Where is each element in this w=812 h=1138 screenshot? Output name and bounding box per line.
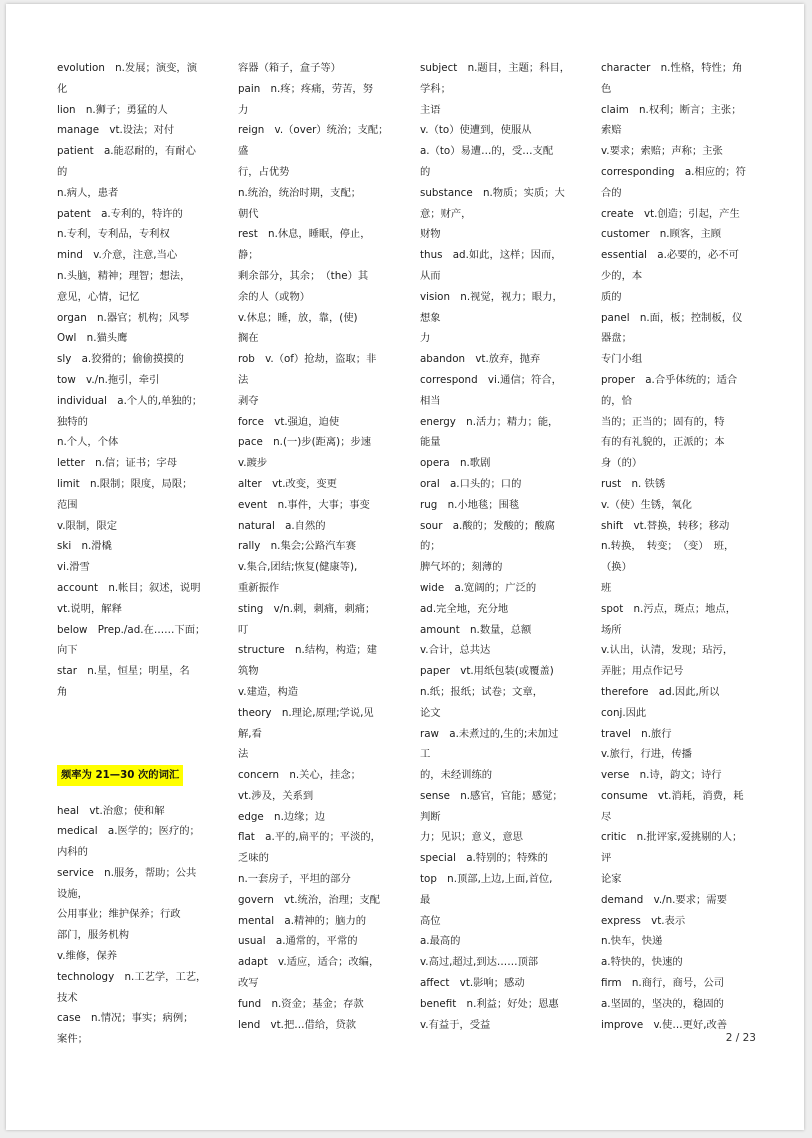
col1-top-entries xyxy=(57,58,225,703)
vocab-line: 技术 xyxy=(57,991,78,1004)
vocab-line: 法 xyxy=(238,748,249,761)
vocab-line: technology n.工艺学，工艺， xyxy=(57,970,207,983)
vocab-line: 意见，心情，记忆 xyxy=(57,290,140,303)
vocab-line: opera n.歌剧 xyxy=(420,457,491,470)
vocab-line: limit n.限制；限度，局限； xyxy=(57,477,193,490)
vocab-line: shift vt.替换，转移；移动 xyxy=(601,519,730,532)
column-4 xyxy=(601,58,769,1035)
vocab-line: 器盘； xyxy=(601,332,632,345)
vocab-line: a.（to）易遭…的，受…支配 xyxy=(420,145,554,158)
vocab-line: evolution n.发展；演变，演 xyxy=(57,62,198,74)
vocab-line: lend vt.把…借给，贷款 xyxy=(238,1018,357,1031)
vocab-line: v.认出，认清，发现；玷污， xyxy=(601,644,734,657)
vocab-line: essential a.必要的，必不可 xyxy=(601,249,739,262)
vocab-line: 内科的 xyxy=(57,846,88,859)
vocab-line: case n.情况；事实；病例； xyxy=(57,1012,194,1025)
vocab-line: v.（to）使遭到，使服从 xyxy=(420,124,532,137)
vocab-line: 能量 xyxy=(420,436,441,449)
vocab-line: 向下 xyxy=(57,644,78,657)
vocab-line: 解,看 xyxy=(238,727,262,740)
vocab-line: thus ad.如此，这样；因而， xyxy=(420,249,562,262)
vocab-line: therefore ad.因此,所以 xyxy=(601,685,720,698)
vocab-line: customer n.顾客，主顾 xyxy=(601,228,722,241)
vocab-line: oral a.口头的；口的 xyxy=(420,477,522,490)
vocab-line: 改写 xyxy=(238,977,259,990)
vocab-line: alter vt.改变，变更 xyxy=(238,477,337,490)
vocab-line: rob v.（of）抢劫，盗取；非 xyxy=(238,353,377,366)
vocab-line: paper vt.用纸包装(或覆盖) xyxy=(420,665,554,678)
vocab-line: raw a.未煮过的,生的;未加过 xyxy=(420,727,559,740)
vocab-line: firm n.商行，商号，公司 xyxy=(601,977,725,990)
vocab-line: 从而 xyxy=(420,269,441,282)
vocab-line: amount n.数量，总额 xyxy=(420,623,532,636)
vocab-line: mental a.精神的；脑力的 xyxy=(238,914,367,927)
vocab-line: 论家 xyxy=(601,873,622,886)
column-3 xyxy=(420,58,588,1035)
vocab-line: medical a.医学的；医疗的； xyxy=(57,825,200,838)
vocab-line: 部门，服务机构 xyxy=(57,929,130,942)
vocab-line: 学科； xyxy=(420,82,451,95)
vocab-line: wide a.宽阔的；广泛的 xyxy=(420,581,537,594)
vocab-line: 行，占优势 xyxy=(238,165,290,178)
vocab-line: service n.服务，帮助；公共 xyxy=(57,866,197,879)
vocab-line: 的，未经训练的 xyxy=(420,769,493,782)
vocab-line: 盛 xyxy=(238,145,249,158)
vocab-line: 场所 xyxy=(601,623,622,636)
page-number: 2 / 23 xyxy=(725,1032,756,1044)
vocab-line: 角 xyxy=(57,685,68,698)
vocab-line: tow v./n.拖引，牵引 xyxy=(57,373,160,386)
vocab-line: 色 xyxy=(601,82,612,95)
vocab-line: 弄脏；用点作记号 xyxy=(601,665,684,678)
vocab-line: 合的 xyxy=(601,186,622,199)
vocab-line: abandon vt.放弃，抛弃 xyxy=(420,353,541,366)
vocab-line: 尽 xyxy=(601,810,612,823)
vocab-line: 静； xyxy=(238,249,259,262)
vocab-line: 乏味的 xyxy=(238,852,269,865)
vocab-line: force vt.强迫，迫使 xyxy=(238,415,340,428)
col1-bottom-entries xyxy=(57,801,225,1051)
vocab-line: 索赔 xyxy=(601,124,622,137)
vocab-line: 质的 xyxy=(601,290,622,303)
vocab-line: affect vt.影响；感动 xyxy=(420,977,525,990)
vocab-line: patent a.专利的，特许的 xyxy=(57,207,183,220)
vocab-line: natural a.自然的 xyxy=(238,519,326,532)
vocab-line: 剩余部分，其余； （the）其 xyxy=(238,269,369,282)
vocab-line: 财物 xyxy=(420,228,441,241)
vocab-line: n.快车，快递 xyxy=(601,935,663,948)
vocab-line: concern n.关心，挂念； xyxy=(238,769,361,782)
vocab-line: sour a.酸的；发酸的；酸腐 xyxy=(420,519,555,532)
vocab-line: substance n.物质；实质；大 xyxy=(420,186,565,199)
vocab-line: consume vt.消耗，消费，耗 xyxy=(601,789,744,802)
vocab-line: vision n.视觉，视力；眼力， xyxy=(420,290,563,303)
vocab-line: 的； xyxy=(420,540,441,553)
vocab-line: sting v/n.刺，刺痛，刺痛； xyxy=(238,602,376,615)
vocab-line: v.合计，总共达 xyxy=(420,644,491,657)
vocab-line: panel n.面，板；控制板，仪 xyxy=(601,311,743,324)
vocab-line: 范围 xyxy=(57,498,78,511)
vocab-line: 身（的） xyxy=(601,457,643,470)
vocab-line: 重新振作 xyxy=(238,581,280,594)
vocab-line: rest n.休息，睡眠，停止， xyxy=(238,228,371,241)
vocab-line: v.踱步 xyxy=(238,457,268,470)
vocab-line: v.限制，限定 xyxy=(57,519,118,532)
vocab-line: 少的，本 xyxy=(601,269,643,282)
vocab-line: v.维修，保养 xyxy=(57,950,118,963)
vocab-line: 最 xyxy=(420,893,431,906)
vocab-line: （换） xyxy=(601,561,632,574)
vocab-line: 评 xyxy=(601,852,612,865)
vocab-line: proper a.合乎体统的；适合 xyxy=(601,373,738,386)
vocab-line: mind v.介意，注意,当心 xyxy=(57,249,178,262)
vocab-line: 搁在 xyxy=(238,332,259,345)
vocab-line: manage vt.设法；对付 xyxy=(57,124,175,137)
vocab-line: sly a.狡猾的；偷偷摸摸的 xyxy=(57,353,184,366)
vocab-line: pain n.疼；疼痛，劳苦，努 xyxy=(238,82,374,95)
vocab-line: 高位 xyxy=(420,914,441,927)
vocab-line: express vt.表示 xyxy=(601,914,686,927)
vocab-line: v.建造，构造 xyxy=(238,685,299,698)
vocab-line: 班 xyxy=(601,581,612,594)
vocab-line: corresponding a.相应的；符 xyxy=(601,165,746,178)
vocab-line: structure n.结构，构造；建 xyxy=(238,644,377,657)
vocab-line: 当的；正当的；固有的，特 xyxy=(601,415,725,428)
vocab-line: v.有益于，受益 xyxy=(420,1018,491,1031)
vocab-line: subject n.题目，主题；科目， xyxy=(420,62,571,74)
vocab-line: 力；见识；意义，意思 xyxy=(420,831,523,844)
vocab-line: rally n.集会;公路汽车赛 xyxy=(238,540,357,553)
vocab-line: vt.说明，解释 xyxy=(57,602,122,615)
vocab-line: theory n.理论,原理;学说,见 xyxy=(238,706,374,719)
vocab-line: n.纸；报纸；试卷；文章， xyxy=(420,685,544,698)
vocab-line: v.要求；索赔；声称；主张 xyxy=(601,145,723,158)
vocab-line: 的，恰 xyxy=(601,394,632,407)
vocab-line: v.集合,团结;恢复(健康等), xyxy=(238,561,358,574)
vocab-line: 意；财产， xyxy=(420,207,472,220)
vocab-line: n.病人，患者 xyxy=(57,186,119,199)
vocab-line: 法 xyxy=(238,373,249,386)
vocab-line: v.（使）生锈，氧化 xyxy=(601,498,692,511)
vocab-line: benefit n.利益；好处；恩惠 xyxy=(420,997,559,1010)
vocab-line: vt.涉及，关系到 xyxy=(238,789,314,802)
vocab-line: rust n. 铁锈 xyxy=(601,477,666,490)
vocab-line: adapt v.适应，适合；改编， xyxy=(238,956,380,969)
column-2 xyxy=(238,58,406,1035)
vocab-line: 独特的 xyxy=(57,415,88,428)
vocab-line: 余的人（或物） xyxy=(238,290,311,303)
vocab-line: character n.性格，特性；角 xyxy=(601,62,743,74)
vocab-line: lion n.狮子；勇猛的人 xyxy=(57,103,168,116)
vocab-line: claim n.权利；断言；主张； xyxy=(601,103,742,116)
vocab-line: top n.顶部,上边,上面,首位, xyxy=(420,873,553,886)
vocab-line: usual a.通常的，平常的 xyxy=(238,935,358,948)
vocab-line: v.休息；睡，放，靠，(使) xyxy=(238,311,358,324)
vocab-line: improve v.使…更好,改善 xyxy=(601,1018,728,1031)
vocab-line: below Prep./ad.在……下面； xyxy=(57,623,206,636)
vocab-line: vi.滑雪 xyxy=(57,561,90,574)
vocab-line: a.特快的，快速的 xyxy=(601,956,683,969)
vocab-line: 专门小组 xyxy=(601,353,643,366)
vocab-line: account n.帐目；叙述，说明 xyxy=(57,581,201,594)
vocab-line: 工 xyxy=(420,748,431,761)
vocab-line: govern vt.统治，治理；支配 xyxy=(238,893,380,906)
vocab-line: star n.星，恒星；明星，名 xyxy=(57,665,190,678)
vocab-line: individual a.个人的,单独的； xyxy=(57,394,203,407)
vocab-line: 有的有礼貌的，正派的；本 xyxy=(601,436,725,449)
vocab-line: n.头脑，精神；理智；想法， xyxy=(57,269,191,282)
vocab-line: fund n.资金；基金；存款 xyxy=(238,997,364,1010)
vocab-line: ad.完全地，充分地 xyxy=(420,602,509,615)
vocab-line: n.个人，个体 xyxy=(57,436,119,449)
vocab-line: create vt.创造；引起，产生 xyxy=(601,207,740,220)
vocab-line: 筑物 xyxy=(238,665,259,678)
vocab-line: 主语 xyxy=(420,103,441,116)
vocab-line: 的 xyxy=(57,165,68,178)
vocab-line: spot n.污点，斑点；地点， xyxy=(601,602,737,615)
vocab-line: n.转换， 转变； （变） 班， xyxy=(601,540,735,553)
vocab-line: flat a.平的,扁平的；平淡的， xyxy=(238,831,381,844)
vocab-line: letter n.信；证书；字母 xyxy=(57,457,178,470)
vocab-line: a.最高的 xyxy=(420,935,461,948)
vocab-line: 力 xyxy=(420,332,431,345)
vocab-line: a.坚固的，坚决的，稳固的 xyxy=(601,997,724,1010)
document-page xyxy=(6,4,804,1130)
vocab-line: 相当 xyxy=(420,394,441,407)
vocab-line: organ n.器官；机构；风琴 xyxy=(57,311,190,324)
vocab-line: v.高过,超过,到达……顶部 xyxy=(420,956,539,969)
vocab-line: ski n.滑橇 xyxy=(57,540,112,553)
vocab-line: 公用事业；维护保养；行政 xyxy=(57,908,181,921)
vocab-line: 论文 xyxy=(420,706,441,719)
vocab-line: 容器（箱子，盒子等） xyxy=(238,62,341,74)
vocab-line: 的 xyxy=(420,165,431,178)
vocab-line: special a.特别的；特殊的 xyxy=(420,852,548,865)
vocab-line: verse n.诗，韵文；诗行 xyxy=(601,769,722,782)
vocab-line: 叮 xyxy=(238,623,249,636)
vocab-line: travel n.旅行 xyxy=(601,727,672,740)
vocab-line: 设施， xyxy=(57,887,88,900)
vocab-line: edge n.边缘；边 xyxy=(238,810,326,823)
vocab-line: energy n.活力；精力；能， xyxy=(420,415,559,428)
vocab-line: 力 xyxy=(238,103,249,116)
vocab-line: sense n.感官，官能；感觉； xyxy=(420,789,563,802)
vocab-line: reign v.（over）统治；支配； xyxy=(238,124,389,137)
vocab-line: demand v./n.要求；需要 xyxy=(601,893,727,906)
vocab-line: patient a.能忍耐的，有耐心 xyxy=(57,145,196,158)
vocab-line: pace n.(一)步(距离)；步速 xyxy=(238,436,372,449)
vocab-line: conj.因此 xyxy=(601,706,647,719)
vocab-line: 化 xyxy=(57,82,68,95)
vocab-line: correspond vi.通信；符合， xyxy=(420,373,562,386)
vocab-line: n.一套房子，平坦的部分 xyxy=(238,873,351,886)
vocab-line: 案件； xyxy=(57,1033,88,1046)
vocab-line: 判断 xyxy=(420,810,441,823)
vocab-line: n.统治，统治时期，支配； xyxy=(238,186,362,199)
vocab-line: 脾气坏的；刻薄的 xyxy=(420,561,503,574)
vocab-line: heal vt.治愈；使和解 xyxy=(57,804,165,817)
vocab-line: 剥夺 xyxy=(238,394,259,407)
vocab-line: n.专利，专利品，专利权 xyxy=(57,228,170,241)
section-heading: 频率为 21—30 次的词汇 xyxy=(57,765,183,786)
vocab-line: rug n.小地毯；围毯 xyxy=(420,498,520,511)
vocab-line: event n.事件，大事；事变 xyxy=(238,498,370,511)
vocab-line: v.旅行，行进，传播 xyxy=(601,748,692,761)
vocab-line: 朝代 xyxy=(238,207,259,220)
vocab-line: 想象 xyxy=(420,311,441,324)
vocab-line: Owl n.猫头鹰 xyxy=(57,332,128,345)
vocab-line: critic n.批评家,爱挑剔的人； xyxy=(601,831,743,844)
column-1 xyxy=(57,58,225,1050)
